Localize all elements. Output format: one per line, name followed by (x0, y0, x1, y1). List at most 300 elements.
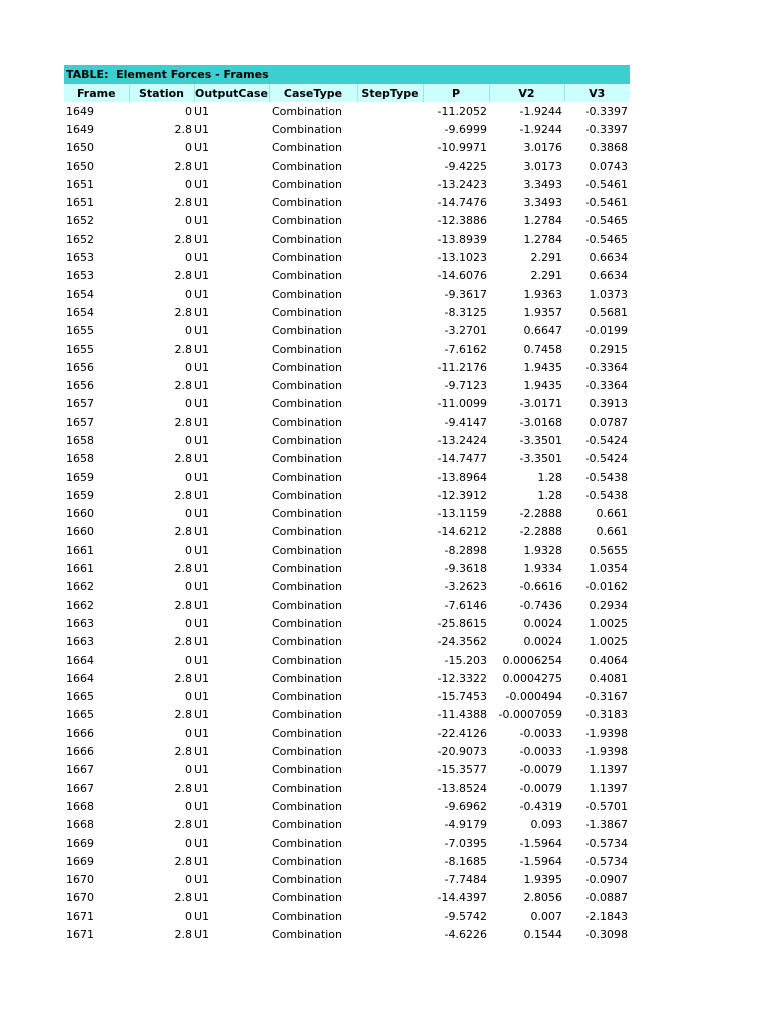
cell-p[interactable]: -9.3618 (444, 562, 487, 576)
cell-v2[interactable]: -2.2888 (519, 525, 562, 539)
cell-station[interactable]: 2.8 (174, 122, 192, 136)
cell-steptype[interactable] (357, 614, 423, 632)
cell-casetype[interactable]: Combination (272, 488, 342, 502)
cell-casetype[interactable]: Combination (272, 379, 342, 393)
cell-p[interactable]: -25.8615 (437, 616, 487, 630)
cell-v2[interactable]: -1.9244 (519, 122, 562, 136)
cell-station[interactable]: 2.8 (174, 854, 192, 868)
cell-station[interactable]: 2.8 (174, 562, 192, 576)
cell-casetype[interactable]: Combination (272, 616, 342, 630)
cell-outputcase[interactable]: U1 (194, 324, 210, 338)
cell-outputcase[interactable]: U1 (194, 543, 210, 557)
cell-steptype[interactable] (357, 157, 423, 175)
cell-station[interactable]: 0 (185, 909, 192, 923)
cell-station[interactable]: 2.8 (174, 415, 192, 429)
cell-outputcase[interactable]: U1 (194, 269, 210, 283)
cell-outputcase[interactable]: U1 (194, 836, 210, 850)
cell-station[interactable]: 0 (185, 507, 192, 521)
cell-outputcase[interactable]: U1 (194, 562, 210, 576)
cell-p[interactable]: -13.8939 (437, 232, 487, 246)
cell-station[interactable]: 0 (185, 360, 192, 374)
cell-frame[interactable]: 1661 (66, 543, 94, 557)
cell-v3[interactable]: -1.9398 (585, 745, 628, 759)
cell-casetype[interactable]: Combination (272, 799, 342, 813)
column-header-station[interactable]: Station (129, 84, 194, 102)
cell-outputcase[interactable]: U1 (194, 305, 210, 319)
cell-p[interactable]: -13.2424 (437, 433, 487, 447)
cell-casetype[interactable]: Combination (272, 269, 342, 283)
cell-frame[interactable]: 1667 (66, 763, 94, 777)
cell-p[interactable]: -11.0099 (437, 397, 487, 411)
cell-station[interactable]: 2.8 (174, 818, 192, 832)
cell-v3[interactable]: 1.0373 (589, 287, 628, 301)
cell-p[interactable]: -24.3562 (437, 635, 487, 649)
cell-casetype[interactable]: Combination (272, 232, 342, 246)
cell-station[interactable]: 2.8 (174, 671, 192, 685)
cell-v2[interactable]: -1.5964 (519, 854, 562, 868)
cell-v2[interactable]: 1.9357 (523, 305, 562, 319)
cell-outputcase[interactable]: U1 (194, 763, 210, 777)
cell-station[interactable]: 2.8 (174, 488, 192, 502)
cell-p[interactable]: -14.7476 (437, 196, 487, 210)
cell-frame[interactable]: 1653 (66, 269, 94, 283)
cell-v3[interactable]: 0.661 (596, 507, 628, 521)
cell-casetype[interactable]: Combination (272, 305, 342, 319)
cell-outputcase[interactable]: U1 (194, 928, 210, 941)
cell-steptype[interactable] (357, 139, 423, 157)
cell-station[interactable]: 0 (185, 177, 192, 191)
cell-v3[interactable]: 0.661 (596, 525, 628, 539)
cell-frame[interactable]: 1669 (66, 854, 94, 868)
column-header-v3[interactable]: V3 (564, 84, 630, 102)
cell-station[interactable]: 0 (185, 763, 192, 777)
cell-steptype[interactable] (357, 413, 423, 431)
cell-frame[interactable]: 1670 (66, 873, 94, 887)
cell-v3[interactable]: -0.5734 (585, 854, 628, 868)
cell-steptype[interactable] (357, 651, 423, 669)
cell-frame[interactable]: 1655 (66, 324, 94, 338)
cell-frame[interactable]: 1665 (66, 708, 94, 722)
cell-outputcase[interactable]: U1 (194, 635, 210, 649)
cell-station[interactable]: 0 (185, 433, 192, 447)
cell-steptype[interactable] (357, 925, 423, 943)
cell-frame[interactable]: 1658 (66, 433, 94, 447)
cell-p[interactable]: -8.2898 (444, 543, 487, 557)
cell-v3[interactable]: -0.0907 (585, 873, 628, 887)
cell-steptype[interactable] (357, 175, 423, 193)
cell-station[interactable]: 2.8 (174, 159, 192, 173)
cell-v2[interactable]: 1.2784 (523, 232, 562, 246)
cell-steptype[interactable] (357, 212, 423, 230)
cell-casetype[interactable]: Combination (272, 690, 342, 704)
cell-v3[interactable]: 1.1397 (589, 763, 628, 777)
cell-casetype[interactable]: Combination (272, 342, 342, 356)
cell-steptype[interactable] (357, 340, 423, 358)
cell-outputcase[interactable]: U1 (194, 287, 210, 301)
cell-outputcase[interactable]: U1 (194, 251, 210, 265)
cell-v2[interactable]: 2.8056 (523, 891, 562, 905)
cell-v2[interactable]: -0.6616 (519, 580, 562, 594)
cell-v2[interactable]: -3.0171 (519, 397, 562, 411)
cell-p[interactable]: -9.4147 (444, 415, 487, 429)
cell-p[interactable]: -8.3125 (444, 305, 487, 319)
cell-frame[interactable]: 1649 (66, 122, 94, 136)
cell-casetype[interactable]: Combination (272, 781, 342, 795)
cell-steptype[interactable] (357, 193, 423, 211)
cell-outputcase[interactable]: U1 (194, 690, 210, 704)
cell-casetype[interactable]: Combination (272, 470, 342, 484)
cell-casetype[interactable]: Combination (272, 177, 342, 191)
cell-outputcase[interactable]: U1 (194, 854, 210, 868)
cell-frame[interactable]: 1656 (66, 360, 94, 374)
cell-steptype[interactable] (357, 505, 423, 523)
cell-v2[interactable]: -0.0007059 (498, 708, 562, 722)
cell-outputcase[interactable]: U1 (194, 196, 210, 210)
cell-station[interactable]: 2.8 (174, 232, 192, 246)
cell-steptype[interactable] (357, 358, 423, 376)
cell-v3[interactable]: -0.3364 (585, 379, 628, 393)
cell-p[interactable]: -8.1685 (444, 854, 487, 868)
cell-outputcase[interactable]: U1 (194, 470, 210, 484)
cell-steptype[interactable] (357, 303, 423, 321)
cell-v2[interactable]: 1.2784 (523, 214, 562, 228)
cell-v3[interactable]: 0.4081 (589, 671, 628, 685)
cell-station[interactable]: 0 (185, 141, 192, 155)
cell-frame[interactable]: 1662 (66, 580, 94, 594)
cell-casetype[interactable]: Combination (272, 122, 342, 136)
column-header-frame[interactable]: Frame (64, 84, 129, 102)
cell-v3[interactable]: -0.5438 (585, 488, 628, 502)
cell-station[interactable]: 2.8 (174, 525, 192, 539)
cell-v2[interactable]: 0.7458 (523, 342, 562, 356)
cell-frame[interactable]: 1669 (66, 836, 94, 850)
cell-casetype[interactable]: Combination (272, 433, 342, 447)
cell-outputcase[interactable]: U1 (194, 379, 210, 393)
cell-station[interactable]: 2.8 (174, 598, 192, 612)
cell-frame[interactable]: 1659 (66, 488, 94, 502)
cell-casetype[interactable]: Combination (272, 196, 342, 210)
cell-v3[interactable]: 0.4064 (589, 653, 628, 667)
column-header-p[interactable]: P (423, 84, 489, 102)
cell-p[interactable]: -13.1023 (437, 251, 487, 265)
cell-station[interactable]: 0 (185, 799, 192, 813)
cell-v2[interactable]: -0.7436 (519, 598, 562, 612)
cell-steptype[interactable] (357, 870, 423, 888)
cell-p[interactable]: -9.4225 (444, 159, 487, 173)
cell-v3[interactable]: 0.3913 (589, 397, 628, 411)
cell-v3[interactable]: 0.5681 (589, 305, 628, 319)
cell-p[interactable]: -9.7123 (444, 379, 487, 393)
cell-v3[interactable]: -2.1843 (585, 909, 628, 923)
cell-p[interactable]: -9.5742 (444, 909, 487, 923)
cell-p[interactable]: -13.2423 (437, 177, 487, 191)
cell-casetype[interactable]: Combination (272, 671, 342, 685)
cell-v2[interactable]: 3.0176 (523, 141, 562, 155)
cell-v2[interactable]: 1.9435 (523, 360, 562, 374)
cell-p[interactable]: -9.6999 (444, 122, 487, 136)
cell-casetype[interactable]: Combination (272, 763, 342, 777)
cell-outputcase[interactable]: U1 (194, 488, 210, 502)
cell-v3[interactable]: -0.5461 (585, 177, 628, 191)
cell-steptype[interactable] (357, 230, 423, 248)
cell-steptype[interactable] (357, 285, 423, 303)
cell-casetype[interactable]: Combination (272, 397, 342, 411)
cell-casetype[interactable]: Combination (272, 562, 342, 576)
cell-steptype[interactable] (357, 596, 423, 614)
cell-v2[interactable]: 1.9334 (523, 562, 562, 576)
cell-frame[interactable]: 1664 (66, 671, 94, 685)
cell-casetype[interactable]: Combination (272, 251, 342, 265)
cell-v2[interactable]: 1.9395 (523, 873, 562, 887)
cell-station[interactable]: 2.8 (174, 745, 192, 759)
cell-v2[interactable]: 0.1544 (523, 928, 562, 941)
cell-frame[interactable]: 1651 (66, 196, 94, 210)
cell-outputcase[interactable]: U1 (194, 433, 210, 447)
cell-steptype[interactable] (357, 395, 423, 413)
cell-frame[interactable]: 1661 (66, 562, 94, 576)
cell-station[interactable]: 0 (185, 690, 192, 704)
cell-casetype[interactable]: Combination (272, 928, 342, 941)
cell-p[interactable]: -9.6962 (444, 799, 487, 813)
cell-casetype[interactable]: Combination (272, 836, 342, 850)
cell-casetype[interactable]: Combination (272, 452, 342, 466)
cell-station[interactable]: 0 (185, 104, 192, 118)
cell-v2[interactable]: -1.9244 (519, 104, 562, 118)
cell-outputcase[interactable]: U1 (194, 415, 210, 429)
cell-v3[interactable]: -0.5465 (585, 232, 628, 246)
cell-outputcase[interactable]: U1 (194, 507, 210, 521)
cell-frame[interactable]: 1663 (66, 616, 94, 630)
cell-frame[interactable]: 1663 (66, 635, 94, 649)
cell-v3[interactable]: -0.3397 (585, 122, 628, 136)
cell-v3[interactable]: -0.3364 (585, 360, 628, 374)
cell-casetype[interactable]: Combination (272, 104, 342, 118)
cell-v2[interactable]: 2.291 (530, 269, 562, 283)
cell-v2[interactable]: 1.9363 (523, 287, 562, 301)
cell-station[interactable]: 0 (185, 726, 192, 740)
cell-v2[interactable]: -0.0079 (519, 781, 562, 795)
cell-casetype[interactable]: Combination (272, 873, 342, 887)
cell-v3[interactable]: -0.0162 (585, 580, 628, 594)
cell-p[interactable]: -15.203 (444, 653, 487, 667)
cell-outputcase[interactable]: U1 (194, 818, 210, 832)
cell-outputcase[interactable]: U1 (194, 909, 210, 923)
cell-steptype[interactable] (357, 376, 423, 394)
cell-frame[interactable]: 1654 (66, 305, 94, 319)
cell-v2[interactable]: 0.007 (530, 909, 562, 923)
cell-steptype[interactable] (357, 267, 423, 285)
cell-steptype[interactable] (357, 688, 423, 706)
cell-v2[interactable]: 1.9435 (523, 379, 562, 393)
cell-steptype[interactable] (357, 248, 423, 266)
cell-p[interactable]: -14.6212 (437, 525, 487, 539)
cell-casetype[interactable]: Combination (272, 708, 342, 722)
cell-v2[interactable]: 0.6647 (523, 324, 562, 338)
cell-v3[interactable]: -0.0199 (585, 324, 628, 338)
cell-outputcase[interactable]: U1 (194, 159, 210, 173)
cell-frame[interactable]: 1656 (66, 379, 94, 393)
cell-frame[interactable]: 1660 (66, 525, 94, 539)
cell-station[interactable]: 2.8 (174, 708, 192, 722)
cell-steptype[interactable] (357, 761, 423, 779)
cell-p[interactable]: -12.3886 (437, 214, 487, 228)
cell-frame[interactable]: 1649 (66, 104, 94, 118)
cell-p[interactable]: -13.1159 (437, 507, 487, 521)
cell-station[interactable]: 0 (185, 214, 192, 228)
cell-p[interactable]: -13.8964 (437, 470, 487, 484)
cell-casetype[interactable]: Combination (272, 635, 342, 649)
cell-casetype[interactable]: Combination (272, 159, 342, 173)
cell-frame[interactable]: 1666 (66, 726, 94, 740)
cell-v2[interactable]: -0.0033 (519, 726, 562, 740)
cell-station[interactable]: 0 (185, 543, 192, 557)
cell-steptype[interactable] (357, 797, 423, 815)
cell-v2[interactable]: -3.0168 (519, 415, 562, 429)
cell-p[interactable]: -12.3322 (437, 671, 487, 685)
cell-outputcase[interactable]: U1 (194, 708, 210, 722)
column-header-v2[interactable]: V2 (489, 84, 564, 102)
cell-steptype[interactable] (357, 779, 423, 797)
cell-v3[interactable]: -0.5465 (585, 214, 628, 228)
cell-frame[interactable]: 1670 (66, 891, 94, 905)
cell-v3[interactable]: 0.2915 (589, 342, 628, 356)
cell-station[interactable]: 0 (185, 324, 192, 338)
cell-p[interactable]: -11.2176 (437, 360, 487, 374)
cell-p[interactable]: -7.0395 (444, 836, 487, 850)
column-header-outputcase[interactable]: OutputCase (194, 84, 269, 102)
cell-v3[interactable]: 0.5655 (589, 543, 628, 557)
cell-outputcase[interactable]: U1 (194, 891, 210, 905)
cell-frame[interactable]: 1655 (66, 342, 94, 356)
cell-station[interactable]: 2.8 (174, 635, 192, 649)
cell-station[interactable]: 0 (185, 836, 192, 850)
cell-frame[interactable]: 1653 (66, 251, 94, 265)
cell-p[interactable]: -20.9073 (437, 745, 487, 759)
cell-frame[interactable]: 1666 (66, 745, 94, 759)
cell-station[interactable]: 2.8 (174, 928, 192, 941)
cell-casetype[interactable]: Combination (272, 543, 342, 557)
column-header-casetype[interactable]: CaseType (269, 84, 357, 102)
cell-v2[interactable]: 0.0006254 (502, 653, 562, 667)
cell-station[interactable]: 2.8 (174, 269, 192, 283)
cell-v2[interactable]: 0.0024 (523, 616, 562, 630)
cell-v2[interactable]: 1.9328 (523, 543, 562, 557)
cell-casetype[interactable]: Combination (272, 598, 342, 612)
cell-frame[interactable]: 1657 (66, 397, 94, 411)
cell-v2[interactable]: -0.000494 (505, 690, 562, 704)
cell-frame[interactable]: 1650 (66, 141, 94, 155)
cell-frame[interactable]: 1668 (66, 799, 94, 813)
cell-steptype[interactable] (357, 907, 423, 925)
cell-frame[interactable]: 1650 (66, 159, 94, 173)
cell-station[interactable]: 2.8 (174, 196, 192, 210)
cell-outputcase[interactable]: U1 (194, 580, 210, 594)
cell-v3[interactable]: 1.1397 (589, 781, 628, 795)
cell-v3[interactable]: 1.0025 (589, 616, 628, 630)
cell-steptype[interactable] (357, 834, 423, 852)
cell-outputcase[interactable]: U1 (194, 360, 210, 374)
cell-station[interactable]: 2.8 (174, 342, 192, 356)
cell-frame[interactable]: 1662 (66, 598, 94, 612)
cell-v2[interactable]: 0.093 (530, 818, 562, 832)
cell-v3[interactable]: -0.3167 (585, 690, 628, 704)
cell-station[interactable]: 2.8 (174, 305, 192, 319)
cell-p[interactable]: -7.6146 (444, 598, 487, 612)
cell-v3[interactable]: -0.5438 (585, 470, 628, 484)
cell-steptype[interactable] (357, 889, 423, 907)
cell-outputcase[interactable]: U1 (194, 799, 210, 813)
cell-casetype[interactable]: Combination (272, 909, 342, 923)
cell-frame[interactable]: 1658 (66, 452, 94, 466)
cell-frame[interactable]: 1667 (66, 781, 94, 795)
cell-v2[interactable]: -3.3501 (519, 452, 562, 466)
cell-v3[interactable]: -0.3397 (585, 104, 628, 118)
cell-v3[interactable]: -0.5424 (585, 452, 628, 466)
cell-steptype[interactable] (357, 706, 423, 724)
cell-casetype[interactable]: Combination (272, 141, 342, 155)
cell-v2[interactable]: 1.28 (537, 470, 562, 484)
cell-outputcase[interactable]: U1 (194, 726, 210, 740)
cell-steptype[interactable] (357, 633, 423, 651)
cell-v2[interactable]: 3.0173 (523, 159, 562, 173)
cell-outputcase[interactable]: U1 (194, 873, 210, 887)
cell-v2[interactable]: 0.0024 (523, 635, 562, 649)
cell-outputcase[interactable]: U1 (194, 342, 210, 356)
cell-outputcase[interactable]: U1 (194, 671, 210, 685)
cell-v3[interactable]: -0.5701 (585, 799, 628, 813)
cell-casetype[interactable]: Combination (272, 507, 342, 521)
cell-steptype[interactable] (357, 742, 423, 760)
cell-frame[interactable]: 1664 (66, 653, 94, 667)
cell-v2[interactable]: -2.2888 (519, 507, 562, 521)
cell-casetype[interactable]: Combination (272, 324, 342, 338)
cell-v2[interactable]: -3.3501 (519, 433, 562, 447)
cell-casetype[interactable]: Combination (272, 214, 342, 228)
cell-v3[interactable]: -0.5734 (585, 836, 628, 850)
cell-v2[interactable]: -0.0079 (519, 763, 562, 777)
cell-p[interactable]: -3.2701 (444, 324, 487, 338)
cell-casetype[interactable]: Combination (272, 726, 342, 740)
cell-v2[interactable]: 1.28 (537, 488, 562, 502)
cell-v3[interactable]: -0.0887 (585, 891, 628, 905)
cell-casetype[interactable]: Combination (272, 818, 342, 832)
cell-outputcase[interactable]: U1 (194, 104, 210, 118)
cell-steptype[interactable] (357, 431, 423, 449)
cell-p[interactable]: -15.7453 (437, 690, 487, 704)
cell-v2[interactable]: -1.5964 (519, 836, 562, 850)
cell-station[interactable]: 0 (185, 580, 192, 594)
cell-casetype[interactable]: Combination (272, 580, 342, 594)
cell-v3[interactable]: 1.0354 (589, 562, 628, 576)
cell-steptype[interactable] (357, 322, 423, 340)
cell-casetype[interactable]: Combination (272, 653, 342, 667)
cell-p[interactable]: -7.7484 (444, 873, 487, 887)
cell-frame[interactable]: 1659 (66, 470, 94, 484)
cell-p[interactable]: -11.2052 (437, 104, 487, 118)
cell-steptype[interactable] (357, 120, 423, 138)
cell-v3[interactable]: 0.3868 (589, 141, 628, 155)
cell-v2[interactable]: 3.3493 (523, 177, 562, 191)
cell-casetype[interactable]: Combination (272, 287, 342, 301)
cell-p[interactable]: -4.9179 (444, 818, 487, 832)
cell-v2[interactable]: 0.0004275 (502, 671, 562, 685)
cell-outputcase[interactable]: U1 (194, 616, 210, 630)
cell-p[interactable]: -3.2623 (444, 580, 487, 594)
cell-frame[interactable]: 1668 (66, 818, 94, 832)
cell-frame[interactable]: 1654 (66, 287, 94, 301)
cell-v2[interactable]: -0.0033 (519, 745, 562, 759)
cell-v3[interactable]: -0.5461 (585, 196, 628, 210)
